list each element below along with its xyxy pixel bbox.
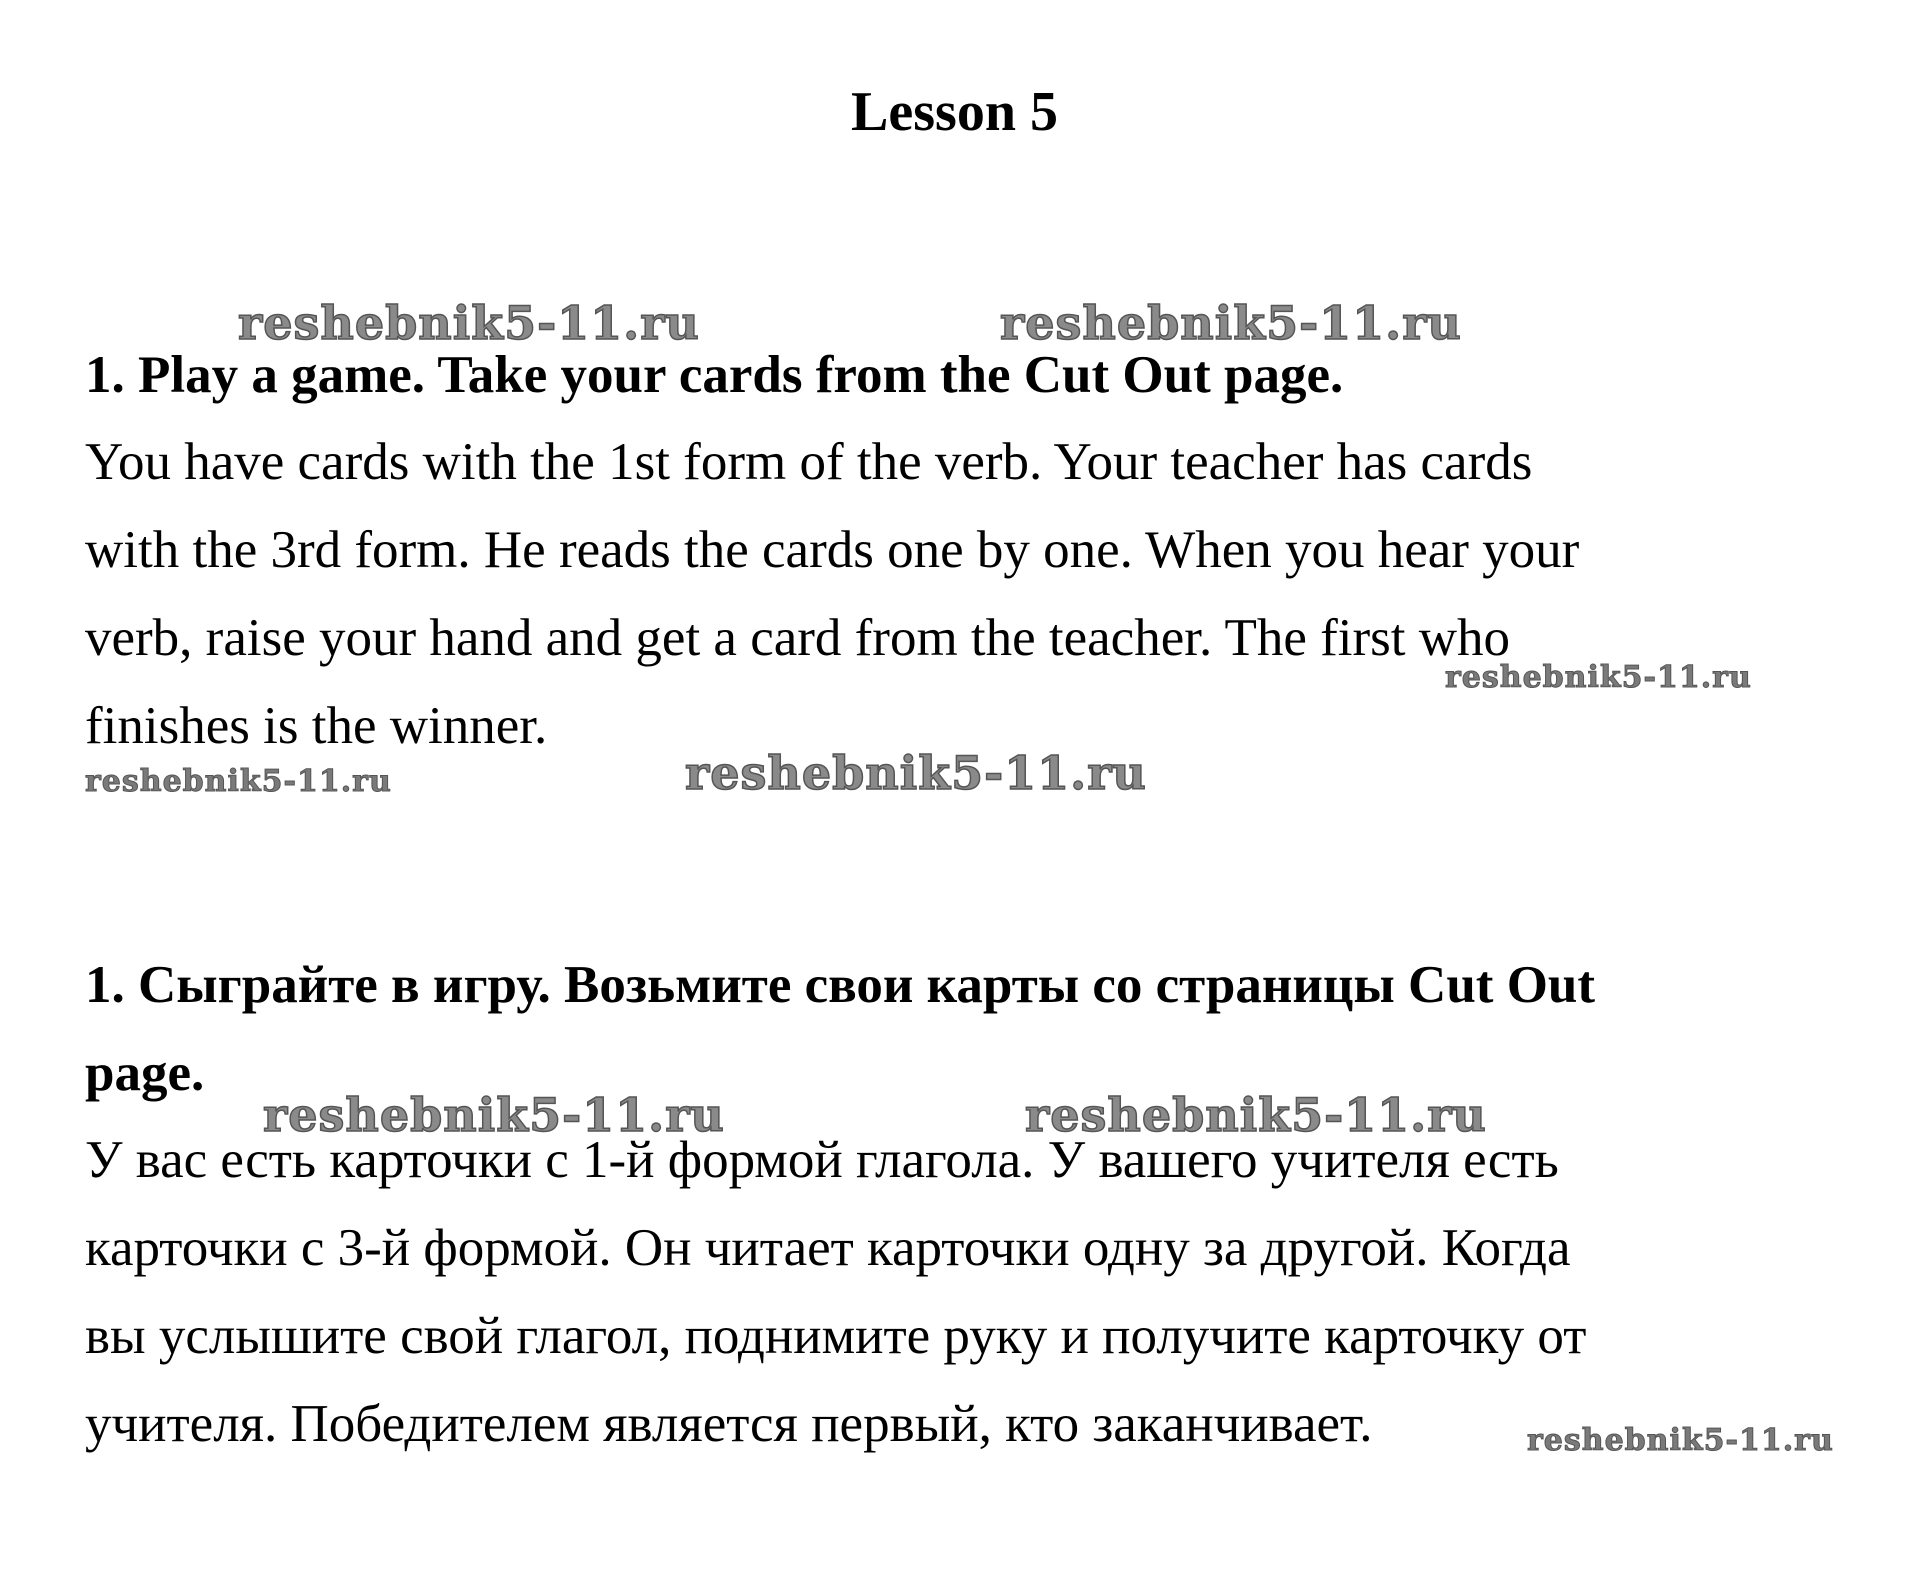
watermark: reshebnik5-11.ru bbox=[238, 296, 700, 350]
watermark: reshebnik5-11.ru bbox=[1000, 296, 1462, 350]
exercise-heading-english: 1. Play a game. Take your cards from the Cut Out page. bbox=[85, 346, 1344, 404]
russian-line-1: У вас есть карточки с 1-й формой глагола. У вашего учителя есть bbox=[85, 1131, 1559, 1189]
exercise-heading-russian-line-2: page. bbox=[85, 1044, 205, 1102]
english-line-1: You have cards with the 1st form of the verb. Your teacher has cards bbox=[85, 433, 1533, 491]
english-line-2: with the 3rd form. He reads the cards one by one. When you hear your bbox=[85, 521, 1580, 579]
english-line-4: finishes is the winner. bbox=[85, 697, 548, 755]
russian-line-2: карточки с 3-й формой. Он читает карточки одну за другой. Когда bbox=[85, 1219, 1571, 1277]
watermark: reshebnik5-11.ru bbox=[85, 764, 392, 799]
watermark: reshebnik5-11.ru bbox=[685, 746, 1147, 800]
page-title: Lesson 5 bbox=[851, 81, 1058, 143]
exercise-heading-russian-line-1: 1. Сыграйте в игру. Возьмите свои карты со страницы Cut Out bbox=[85, 956, 1596, 1014]
watermark: reshebnik5-11.ru bbox=[1445, 660, 1752, 695]
russian-line-3: вы услышите свой глагол, поднимите руку и получите карточку от bbox=[85, 1307, 1587, 1365]
watermark: reshebnik5-11.ru bbox=[1025, 1088, 1487, 1142]
russian-line-4: учителя. Победителем является первый, кто заканчивает. bbox=[85, 1395, 1373, 1453]
watermark: reshebnik5-11.ru bbox=[1527, 1423, 1834, 1458]
watermark: reshebnik5-11.ru bbox=[263, 1088, 725, 1142]
english-line-3: verb, raise your hand and get a card from the teacher. The first who bbox=[85, 609, 1511, 667]
